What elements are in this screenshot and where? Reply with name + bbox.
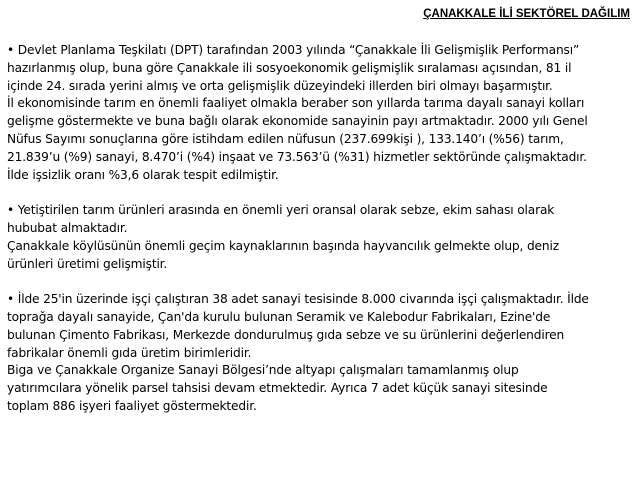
text-line: içinde 24. sırada yerini almış ve orta gelişmişlik düzeyindeki illerden biri olmayı başarmıştır. [7, 78, 553, 93]
paragraph-agriculture [7, 202, 633, 273]
text-line: Biga ve Çanakkale Organize Sanayi Bölgesi’nde altyapı çalışmaları tamamlanmış olup [7, 363, 519, 378]
text-line: toprağa dayalı sanayide, Çan'da kurulu bulunan Seramik ve Kalebodur Fabrikaları, Ezine'de [7, 309, 551, 324]
text-line: bulunan Çimento Fabrikası, Merkezde dondurulmuş gıda sebze ve su ürünlerini değerlendiren [7, 327, 565, 342]
text-line: Nüfus Sayımı sonuçlarına göre istihdam edilen nüfusun (237.699kişi ), 133.140’ı (%56) tarım, [7, 131, 564, 146]
text-line: toplam 886 işyeri faaliyet göstermektedir. [7, 398, 257, 413]
page-title: ÇANAKKALE İLİ SEKTÖREL DAĞILIM [423, 8, 630, 20]
text-line: • Devlet Planlama Teşkilatı (DPT) tarafından 2003 yılında “Çanakkale İli Gelişmişlik Performansı” [7, 43, 580, 57]
text-line: 21.839’u (%9) sanayi, 8.470’i (%4) inşaat ve 73.563’ü (%31) hizmetler sektöründe çalışmaktadır. [7, 149, 587, 164]
text-line: İlde işsizlik oranı %3,6 olarak tespit edilmiştir. [7, 167, 279, 182]
text-line: ürünleri üretimi gelişmiştir. [7, 256, 168, 271]
paragraph-industry [7, 291, 633, 416]
text-line: Çanakkale köylüsünün önemli geçim kaynaklarının başında hayvancılık gelmekte olup, deniz [7, 238, 559, 253]
paragraph-spacer [7, 184, 633, 202]
document-body [7, 42, 633, 416]
text-line: fabrikalar önemli gıda üretim birimleridir. [7, 345, 252, 360]
paragraph-dpt-performance [7, 42, 633, 184]
paragraph-spacer [7, 273, 633, 291]
text-line: gelişme göstermekte ve buna bağlı olarak ekonomide sanayinin payı artmaktadır. 2000 yılı Genel [7, 114, 588, 129]
text-line: • Yetiştirilen tarım ürünleri arasında en önemli yeri oransal olarak sebze, ekim sahası olarak [7, 203, 555, 218]
text-line: hazırlanmış olup, buna göre Çanakkale ili sosyoekonomik gelişmişlik sıralaması açısından, 81 il [7, 60, 572, 75]
text-line: hububat almaktadır. [7, 220, 128, 235]
text-line: • İlde 25'in üzerinde işçi çalıştıran 38 adet sanayi tesisinde 8.000 civarında işçi çalışmaktadır. İlde [7, 292, 589, 307]
text-line: yatırımcılara yönelik parsel tahsisi devam etmektedir. Ayrıca 7 adet küçük sanayi sitesinde [7, 381, 548, 396]
text-line: İl ekonomisinde tarım en önemli faaliyet olmakla beraber son yıllarda tarıma dayalı sanayi kolları [7, 96, 585, 111]
